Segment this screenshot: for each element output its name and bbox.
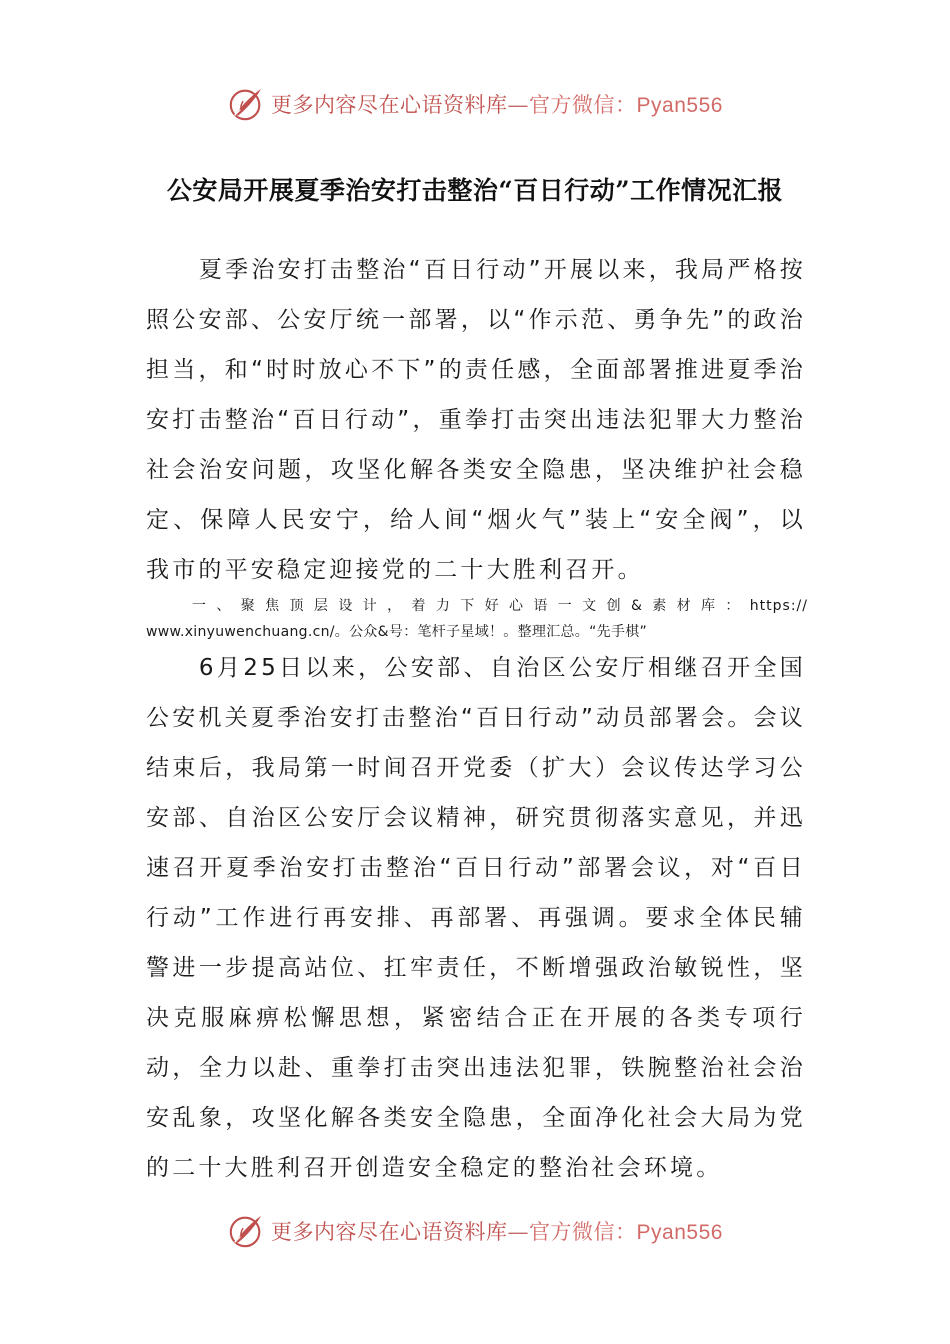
banner-text <box>271 89 723 119</box>
banner-main-text: 更多内容尽在心语资料库 <box>271 1220 508 1244</box>
banner-dash: — <box>507 93 530 117</box>
banner-dash: — <box>507 1220 530 1244</box>
quill-pen-logo-icon <box>227 1212 265 1250</box>
banner-account-id: Pyan556 <box>636 94 723 117</box>
note-line-1: 一、聚焦顶层设计，着力下好心语一文创&素材库：https:// <box>192 598 808 614</box>
banner-account-id: Pyan556 <box>636 1221 723 1244</box>
header-banner <box>0 82 950 126</box>
paragraph-deployment: 6月25日以来，公安部、自治区公安厅相继召开全国公安机关夏季治安打击整治“百日行动”动员部署会。会议结束后，我局第一时间召开党委（扩大）会议传达学习公安部、自治区公安厅会议精神，研究贯彻落实意见，并迅速召开夏季治安打击整治“百日行动”部署会议，对“百日行动”工作进行再安排、再部署、再强调。要求全体民辅警进一步提高站位、扛牢责任，不断增强政治敏锐性，坚决克服麻痹松懈思想，紧密结合正在开展的各类专项行动，全力以赴、重拳打击突出违法犯罪，铁腕整治社会治安乱象，攻坚化解各类安全隐患，全面净化社会大局为党的二十大胜利召开创造安全稳定的整治社会环境。 <box>146 655 806 1181</box>
banner-text <box>271 1216 723 1246</box>
note-line-2: www.xinyuwenchuang.cn/。公众&号：笔杆子星域！。整理汇总。“先手棋” <box>146 624 648 640</box>
inserted-note <box>146 593 808 645</box>
banner-official-label: 官方微信： <box>529 93 637 117</box>
document-title: 公安局开展夏季治安打击整治“百日行动”工作情况汇报 <box>166 176 784 205</box>
banner-official-label: 官方微信： <box>529 1220 637 1244</box>
footer-banner <box>0 1209 950 1253</box>
banner-main-text: 更多内容尽在心语资料库 <box>271 93 508 117</box>
paragraph-intro: 夏季治安打击整治“百日行动”开展以来，我局严格按照公安部、公安厅统一部署，以“作示范、勇争先”的政治担当，和“时时放心不下”的责任感，全面部署推进夏季治安打击整治“百日行动”，重拳打击突出违法犯罪大力整治社会治安问题，攻坚化解各类安全隐患，坚决维护社会稳定、保障人民安宁，给人间“烟火气”装上“安全阀”，以我市的平安稳定迎接党的二十大胜利召开。 <box>146 257 806 583</box>
quill-pen-logo-icon <box>227 85 265 123</box>
